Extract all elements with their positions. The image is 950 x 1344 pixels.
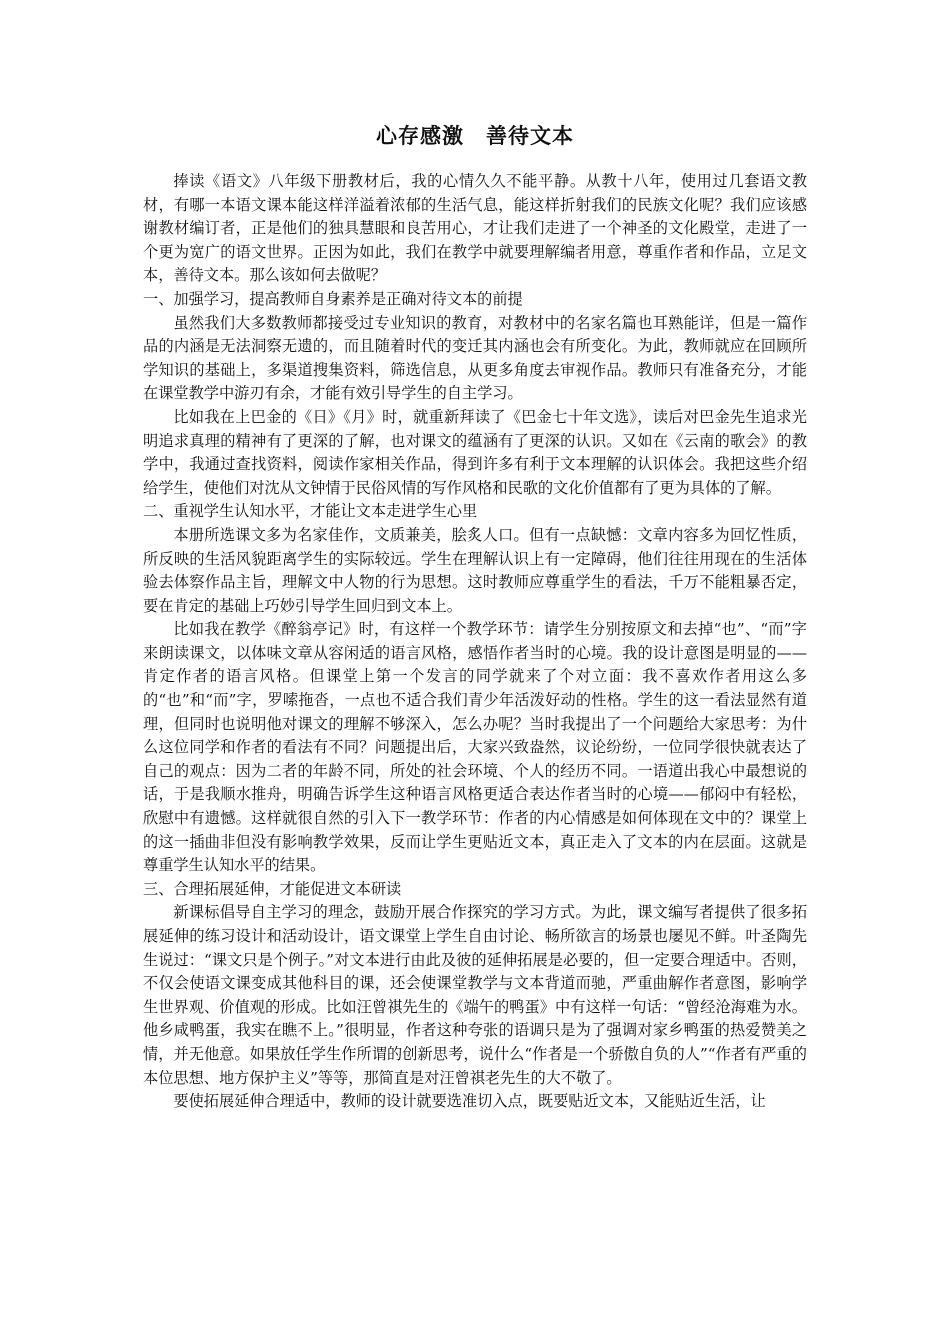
paragraph: 比如我在上巴金的《日》《月》时，就重新拜读了《巴金七十年文选》，读后对巴金先生追求光明追求真理的精神有了更深的了解，也对课文的蕴涵有了更深的认识。又如在《云南的歌会》的教学中，我通过查找资料，阅读作家相关作品，得到许多有利于文本理解的认识体会。我把这些介绍给学生，使他们对沈从文钟情于民俗风情的写作风格和民歌的文化价值都有了更为具体的了解。 xyxy=(143,407,807,497)
section-heading: 一、加强学习，提高教师自身素养是正确对待文本的前提 xyxy=(143,289,523,308)
paragraph: 本册所选课文多为名家佳作，文质兼美，脍炙人口。但有一点缺憾：文章内容多为回忆性质，所反映的生活风貌距离学生的实际较远。学生在理解认识上有一定障碍，他们往往用现在的生活体验去体察作品主旨，理解文中人物的行为思想。这时教师应尊重学生的看法，千万不能粗暴否定，要在肯定的基础上巧妙引导学生回归到文本上。 xyxy=(143,525,807,615)
document-page xyxy=(143,118,807,1114)
paragraph: 虽然我们大多数教师都接受过专业知识的教育，对教材中的名家名篇也耳熟能详，但是一篇作品的内涵是无法洞察无遗的，而且随着时代的变迁其内涵也会有所变化。为此，教师就应在回顾所学知识的基础上，多渠道搜集资料，筛选信息，从更多角度去审视作品。教师只有准备充分，才能在课堂教学中游刃有余，才能有效引导学生的自主学习。 xyxy=(143,313,807,403)
paragraph: 新课标倡导自主学习的理念，鼓励开展合作探究的学习方式。为此，课文编写者提供了很多拓展延伸的练习设计和活动设计，语文课堂上学生自由讨论、畅所欲言的场景也屡见不鲜。叶圣陶先生说过：“课文只是个例子。”对文本进行由此及彼的延伸拓展是必要的，但一定要合理适中。否则，不仅会使语文课变成其他科目的课，还会使课堂教学与文本背道而驰，严重曲解作者意图，影响学生世界观、价值观的形成。比如汪曾祺先生的《端午的鸭蛋》中有这样一句话：“曾经沧海难为水。他乡咸鸭蛋，我实在瞧不上。”很明显，作者这种夸张的语调只是为了强调对家乡鸭蛋的热爱赞美之情，并无他意。如果放任学生作所谓的创新思考，说什么“作者是一个骄傲自负的人”“作者有严重的本位思想、地方保护主义”等等，那简直是对汪曾祺老先生的大不敬了。 xyxy=(143,903,807,1087)
section-heading: 二、重视学生认知水平，才能让文本走进学生心里 xyxy=(143,502,478,521)
paragraph: 捧读《语文》八年级下册教材后，我的心情久久不能平静。从教十八年，使用过几套语文教材，有哪一本语文课本能这样洋溢着浓郁的生活气息，能这样折射我们的民族文化呢？我们应该感谢教材编订者，正是他们的独具慧眼和良苦用心，才让我们走进了一个神圣的文化殿堂，走进了一个更为宽广的语文世界。正因为如此，我们在教学中就要理解编者用意，尊重作者和作品，立足文本，善待文本。那么该如何去做呢？ xyxy=(143,172,807,285)
section-heading: 三、合理拓展延伸，才能促进文本研读 xyxy=(143,879,402,898)
paragraph: 比如我在教学《醉翁亭记》时，有这样一个教学环节：请学生分别按原文和去掉“也”、“而”字来朗读课文，以体味文章从容闲适的语言风格，感悟作者当时的心境。我的设计意图是明显的——肯定作者的语言风格。但课堂上第一个发言的同学就来了个对立面：我不喜欢作者用这么多的“也”和“而”字，罗嗦拖沓，一点也不适合我们青少年活泼好动的性格。学生的这一看法显然有道理，但同时也说明他对课文的理解不够深入，怎么办呢？当时我提出了一个问题给大家思考：为什么这位同学和作者的看法有不同？问题提出后，大家兴致盎然，议论纷纷，一位同学很快就表达了自己的观点：因为二者的年龄不同，所处的社会环境、个人的经历不同。一语道出我心中最想说的话，于是我顺水推舟，明确告诉学生这种语言风格更适合表达作者当时的心境——郁闷中有轻松，欣慰中有遗憾。这样就很自然的引入下一教学环节：作者的内心情感是如何体现在文中的？课堂上的这一插曲非但没有影响教学效果，反而让学生更贴近文本，真正走入了文本的内在层面。这就是尊重学生认知水平的结果。 xyxy=(143,620,807,875)
document-title: 心存感激 善待文本 xyxy=(376,123,574,148)
paragraph: 要使拓展延伸合理适中，教师的设计就要选准切入点，既要贴近文本，又能贴近生活，让 xyxy=(173,1092,766,1111)
